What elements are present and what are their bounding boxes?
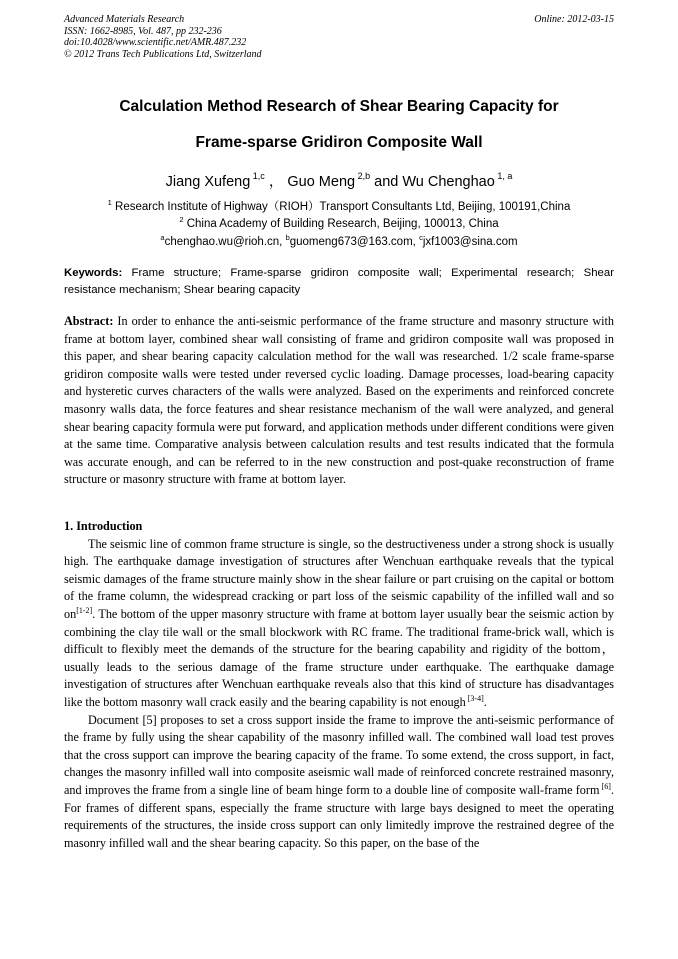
paragraph-text: . For frames of different spans, especially the frame structure with large bays designed to meet the operating requirements of the structures, the inside cross support can only limitedly improve the restrained degree of the masonry infilled wall and the shear bearing capacity. So this paper, on the base of the bbox=[64, 782, 614, 850]
journal-header bbox=[64, 14, 614, 60]
introduction-section bbox=[64, 518, 614, 852]
author-name: Jiang Xufeng bbox=[165, 174, 251, 190]
paragraph bbox=[64, 536, 614, 712]
paragraph-text: . bbox=[483, 694, 487, 709]
paragraph-text: Document [5] proposes to set a cross support inside the frame to improve the anti-seismic performance of the frame by fully using the shear capability of the masonry infilled wall. The combined wall load test proves that the cross support can improve the bearing capacity of the frame. To some extend, the cross support, in fact, changes the masonry infilled wall into composite aseismic wall made of reinforced concrete restrained masonry, and improves the frame from a single line of beam hinge form to a double line of composite wall-frame form bbox=[64, 712, 614, 797]
keywords bbox=[64, 265, 614, 299]
citation[interactable]: [3-4] bbox=[465, 693, 484, 703]
email-mark: a bbox=[160, 233, 165, 242]
paper-title-line-1: Calculation Method Research of Shear Bearing Capacity for bbox=[119, 98, 559, 115]
author-affiliation-mark: 2,b bbox=[357, 171, 371, 181]
author-separator: ， bbox=[268, 174, 284, 190]
author-affiliation-mark: 1,c bbox=[252, 171, 265, 181]
abstract-label: Abstract: bbox=[64, 314, 114, 328]
abstract bbox=[64, 313, 614, 489]
email-link[interactable]: chenghao.wu@rioh.cn, bbox=[164, 236, 286, 248]
paper-title-line-2: Frame-sparse Gridiron Composite Wall bbox=[195, 134, 483, 151]
section-heading: 1. Introduction bbox=[64, 519, 143, 533]
paragraph-text: The seismic line of common frame structure is single, so the destructiveness under a strong shock is usually high. The earthquake damage investigation of structures after Wenchuan earthquake reveals that the typical seismic damages of the frame structure mainly show in the shear failure or part cruising on the capital or bottom of the frame column, the widespread cracking or part loss of the seismic capability of the infilled wall and so on bbox=[64, 536, 614, 621]
email-mark: b bbox=[285, 233, 290, 242]
email-mark: c bbox=[419, 233, 423, 242]
citation[interactable]: [6] bbox=[599, 781, 611, 791]
affiliation-mark: 1 bbox=[107, 198, 112, 207]
email-link[interactable]: jxf1003@sina.com bbox=[422, 236, 518, 248]
affiliation-text: Research Institute of Highway（RIOH）Transport Consultants Ltd, Beijing, 100191,China bbox=[115, 201, 571, 213]
keywords-text: Frame structure; Frame-sparse gridiron composite wall; Experimental research; Shear resistance mechanism; Shear bearing capacity bbox=[64, 267, 614, 296]
affiliation-1 bbox=[64, 198, 614, 214]
affiliation-2 bbox=[64, 215, 614, 230]
affiliation-text: China Academy of Building Research, Beijing, 100013, China bbox=[186, 218, 499, 230]
keywords-label: Keywords: bbox=[64, 267, 123, 279]
paragraph-text: . The bottom of the upper masonry structure with frame at bottom layer usually bear the seismic action by combining the clay tile wall or the small blockwork with RC frame. The traditional frame-brick wall, which is difficult to flexibly meet the demands of the structure for the bearing capability and rigidity of the bottom，usually leads to the serious damage of the frame structure under earthquake. The earthquake damage investigation of structures after Wenchuan earthquake reveals also that this kind of structure has disadvantages like the bottom masonry wall crack easily and the bearing capability is not enough bbox=[64, 606, 614, 709]
abstract-text: In order to enhance the anti-seismic performance of the frame structure and masonry structure with frame at bottom layer, combined shear wall consisting of frame and gridiron composite wall was proposed in this paper, and shear bearing capacity calculation method for the wall was researched. 1/2 scale frame-sparse gridiron composite walls were tested under reversed cyclic loading. Damage processes, load-bearing capacity and hysteretic curves characters of the walls were analyzed. Based on the experiments and reinforced concrete masonry walls data, the force features and shear resistance mechanism of the wall were analyzed, and general shear bearing capacity formula were put forward, and application methods under different conditions were given at the same time. Comparative analysis between calculation results and test results indicated that the formula was accurate enough, and can be referred to in the new construction and post-quake reconstruction of frame structure or masonry structure with frame at bottom layer. bbox=[64, 314, 614, 487]
online-date: Online: 2012-03-15 bbox=[534, 14, 614, 25]
journal-copyright: © 2012 Trans Tech Publications Ltd, Switzerland bbox=[64, 48, 262, 60]
author-list bbox=[64, 170, 614, 191]
author-affiliation-mark: 1, a bbox=[497, 171, 513, 181]
journal-issn: ISSN: 1662-8985, Vol. 487, pp 232-236 bbox=[64, 25, 222, 37]
affiliation-mark: 2 bbox=[179, 215, 184, 224]
author-name: Guo Meng bbox=[287, 174, 356, 190]
journal-name: Advanced Materials Research bbox=[64, 14, 185, 25]
paragraph bbox=[64, 712, 614, 853]
journal-doi: doi:10.4028/www.scientific.net/AMR.487.232 bbox=[64, 37, 247, 48]
email-link[interactable]: guomeng673@163.com, bbox=[289, 236, 420, 248]
author-name: and Wu Chenghao bbox=[374, 174, 495, 190]
citation[interactable]: [1-2] bbox=[76, 605, 93, 615]
author-emails bbox=[64, 233, 614, 248]
